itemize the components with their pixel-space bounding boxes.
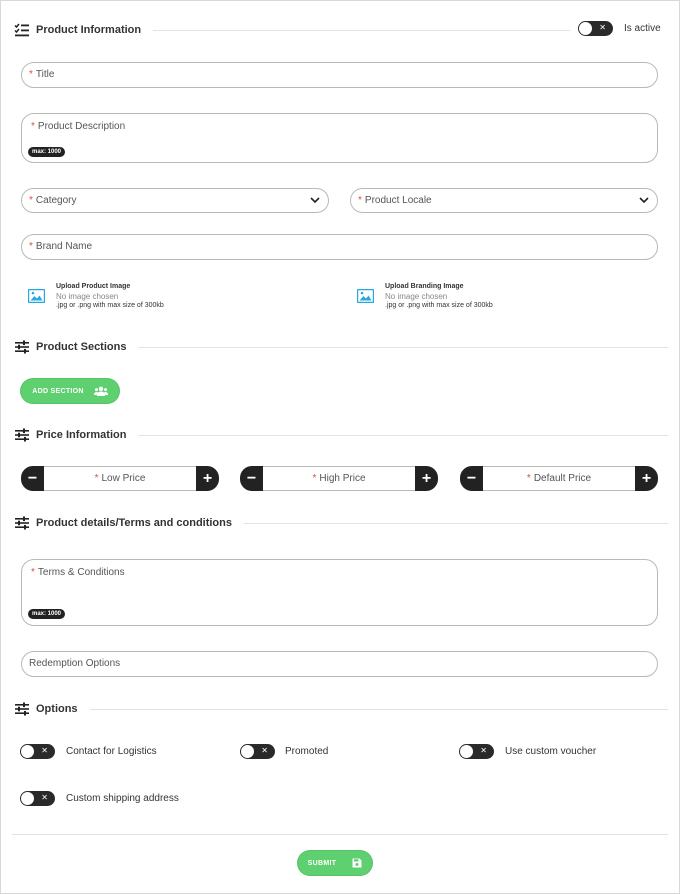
section-title: Price Information: [36, 429, 127, 441]
terms-placeholder: * Terms & Conditions: [31, 567, 125, 578]
section-product-details: [14, 513, 668, 533]
image-icon: [357, 289, 374, 303]
toggle-knob: [21, 792, 34, 805]
upload-hint: .jpg or .png with max size of 300kb: [56, 302, 164, 309]
save-icon: [352, 858, 362, 868]
section-title: Product details/Terms and conditions: [36, 517, 232, 529]
terms-conditions-field[interactable]: [21, 559, 658, 626]
max-length-badge: max: 1000: [28, 147, 65, 157]
chevron-down-icon: [639, 196, 649, 204]
description-placeholder: * Product Description: [31, 121, 126, 132]
checklist-icon: [14, 23, 30, 37]
default-price-stepper[interactable]: [460, 466, 658, 491]
is-active-toggle[interactable]: [578, 21, 613, 36]
divider: [138, 347, 668, 348]
close-icon: ✕: [41, 746, 48, 755]
upload-label: Upload Product Image: [56, 283, 131, 290]
sliders-icon: [14, 340, 30, 354]
product-description-field[interactable]: [21, 113, 658, 163]
submit-label: SUBMIT: [307, 859, 337, 867]
divider: [260, 30, 570, 31]
toggle-knob: [460, 745, 473, 758]
toggle-knob: [241, 745, 254, 758]
low-price-placeholder: * Low Price: [94, 473, 146, 484]
close-icon: ✕: [41, 793, 48, 802]
decrement-button[interactable]: −: [240, 466, 263, 491]
decrement-button[interactable]: −: [21, 466, 44, 491]
increment-button[interactable]: +: [635, 466, 658, 491]
section-price-information: [14, 425, 668, 445]
section-title: Product Information: [36, 24, 142, 36]
increment-button[interactable]: +: [415, 466, 438, 491]
default-price-placeholder: * Default Price: [526, 473, 592, 484]
redemption-options-field[interactable]: [21, 651, 658, 677]
is-active-label: Is active: [624, 23, 661, 34]
divider: [12, 834, 668, 835]
close-icon: ✕: [480, 746, 487, 755]
promoted-label: Promoted: [285, 746, 329, 757]
upload-product-image[interactable]: [28, 283, 164, 309]
category-select[interactable]: [21, 188, 329, 213]
section-title: Options: [36, 703, 78, 715]
category-placeholder: * Category: [29, 195, 77, 206]
brand-placeholder: * Brand Name: [29, 241, 93, 252]
high-price-stepper[interactable]: [240, 466, 438, 491]
redemption-placeholder: Redemption Options: [29, 658, 121, 669]
custom-shipping-label: Custom shipping address: [66, 793, 179, 804]
locale-placeholder: * Product Locale: [358, 195, 432, 206]
submit-button[interactable]: [298, 851, 372, 875]
users-icon: [94, 386, 108, 396]
low-price-stepper[interactable]: [21, 466, 219, 491]
upload-status: No image chosen: [385, 292, 448, 301]
sliders-icon: [14, 428, 30, 442]
sliders-icon: [14, 516, 30, 530]
promoted-toggle[interactable]: [240, 744, 275, 759]
custom-voucher-toggle[interactable]: [459, 744, 494, 759]
toggle-knob: [579, 22, 592, 35]
brand-name-field[interactable]: [21, 234, 658, 260]
close-icon: ✕: [599, 23, 606, 32]
max-length-badge: max: 1000: [28, 609, 65, 619]
section-options: [14, 699, 668, 719]
divider: [90, 709, 668, 710]
contact-logistics-toggle[interactable]: [20, 744, 55, 759]
sliders-icon: [14, 702, 30, 716]
section-product-sections: [14, 337, 668, 357]
image-icon: [28, 289, 45, 303]
custom-voucher-label: Use custom voucher: [505, 746, 597, 757]
high-price-placeholder: * High Price: [312, 473, 366, 484]
upload-branding-image[interactable]: [357, 283, 493, 309]
upload-label: Upload Branding Image: [385, 283, 464, 290]
close-icon: ✕: [261, 746, 268, 755]
title-placeholder: * Title: [29, 69, 55, 80]
toggle-knob: [21, 745, 34, 758]
decrement-button[interactable]: −: [460, 466, 483, 491]
section-title: Product Sections: [36, 341, 127, 353]
section-product-information: [14, 20, 260, 40]
product-locale-select[interactable]: [350, 188, 658, 213]
contact-logistics-label: Contact for Logistics: [66, 746, 157, 757]
custom-shipping-toggle[interactable]: [20, 791, 55, 806]
increment-button[interactable]: +: [196, 466, 219, 491]
add-section-label: ADD SECTION: [32, 387, 84, 395]
divider: [244, 523, 668, 524]
divider: [138, 435, 668, 436]
chevron-down-icon: [310, 196, 320, 204]
upload-status: No image chosen: [56, 292, 119, 301]
title-field[interactable]: [21, 62, 658, 88]
divider: [153, 30, 260, 31]
add-section-button[interactable]: [21, 379, 119, 403]
upload-hint: .jpg or .png with max size of 300kb: [385, 302, 493, 309]
